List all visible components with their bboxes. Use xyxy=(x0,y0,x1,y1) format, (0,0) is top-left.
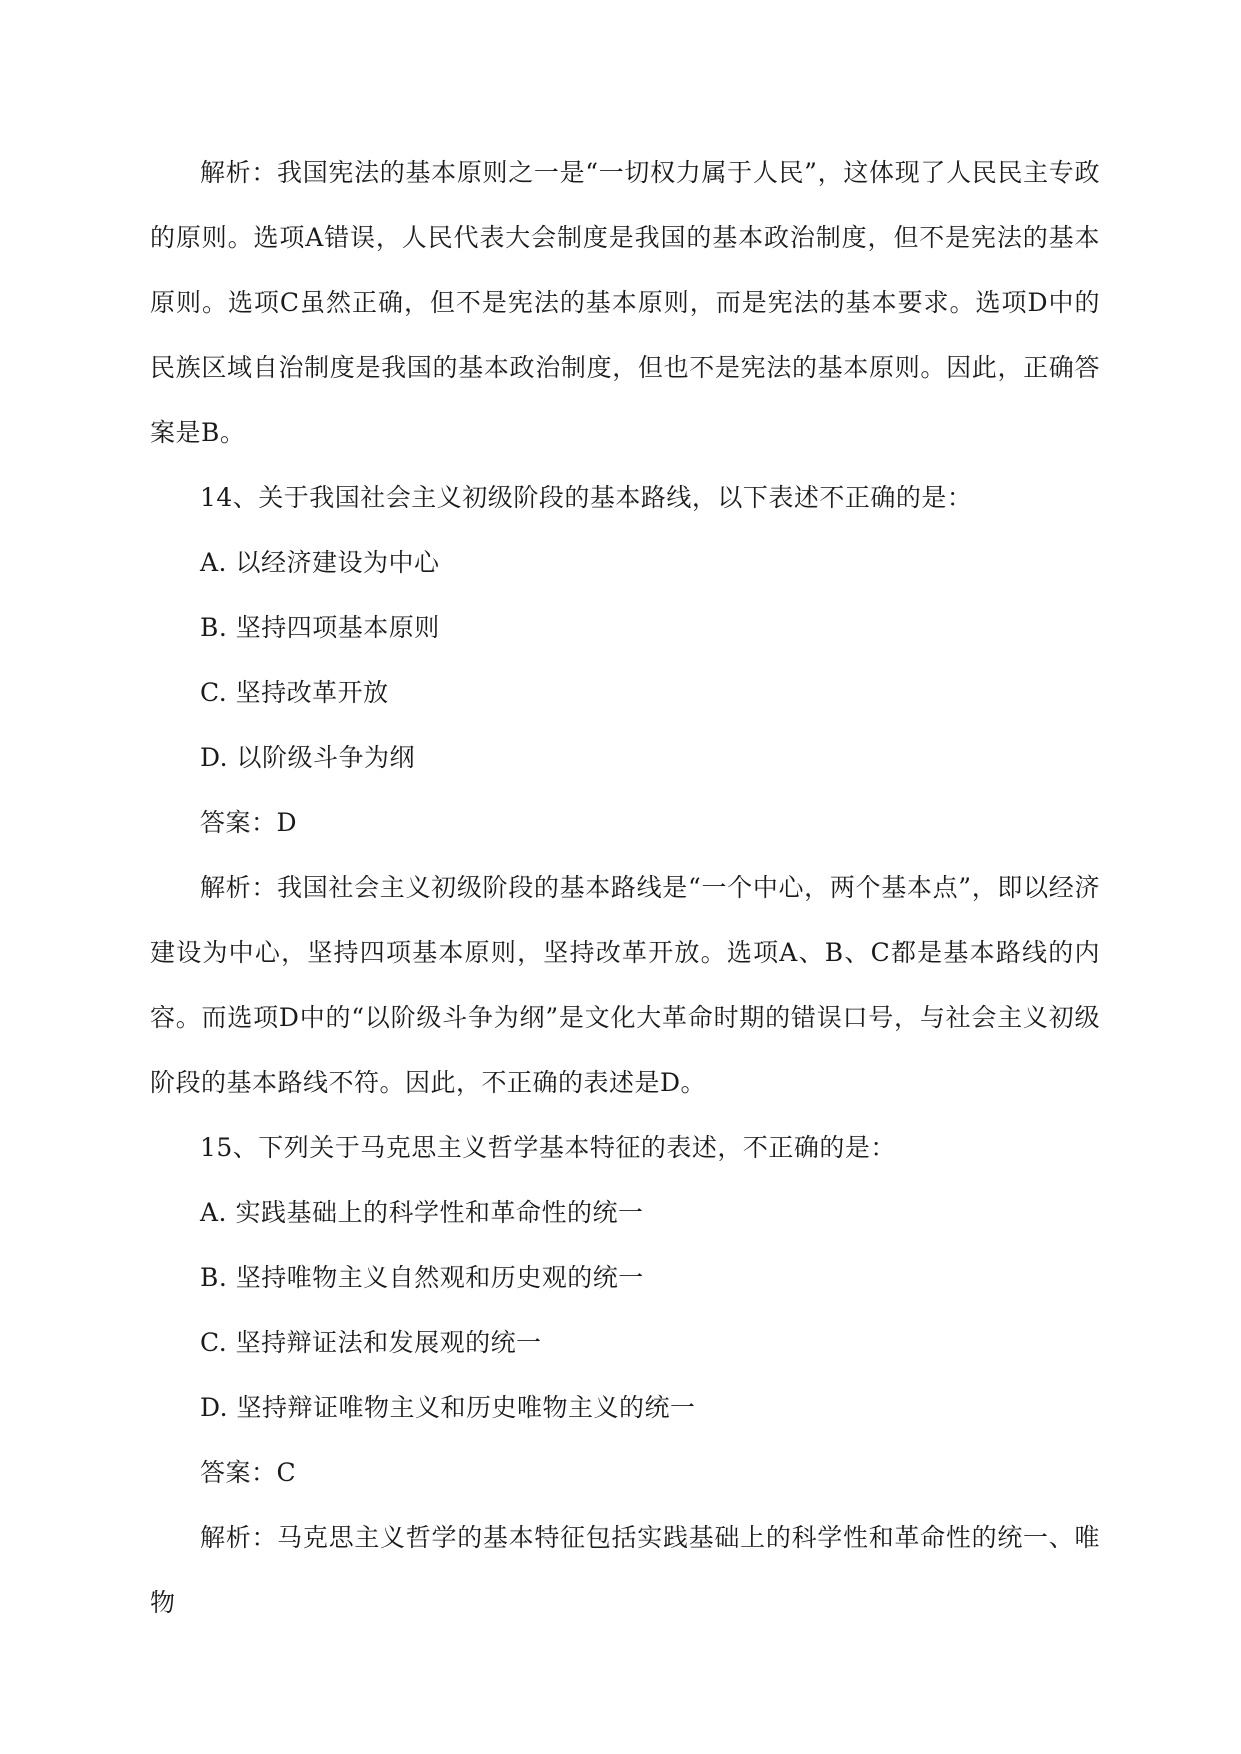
q14-option-d: D. 以阶级斗争为纲 xyxy=(200,743,416,772)
q15-question: 15、下列关于马克思主义哲学基本特征的表述，不正确的是： xyxy=(200,1133,896,1162)
q15-explanation: 解析：马克思主义哲学的基本特征包括实践基础上的科学性和革命性的统一、唯物 xyxy=(150,1523,1100,1617)
q15-option-c: C. 坚持辩证法和发展观的统一 xyxy=(200,1328,542,1357)
q14-explanation: 解析：我国社会主义初级阶段的基本路线是“一个中心，两个基本点”，即以经济建设为中心，坚持四项基本原则，坚持改革开放。选项A、B、C都是基本路线的内容。而选项D中的“以阶级斗争为纲”是文化大革命时期的错误口号，与社会主义初级阶段的基本路线不符。因此，不正确的表述是D。 xyxy=(150,873,1100,1097)
q15-answer: 答案：C xyxy=(200,1458,297,1487)
q14-question: 14、关于我国社会主义初级阶段的基本路线，以下表述不正确的是： xyxy=(200,483,973,512)
q14-answer: 答案：D xyxy=(200,808,298,837)
q15-option-b: B. 坚持唯物主义自然观和历史观的统一 xyxy=(200,1263,644,1292)
q15-option-a: A. 实践基础上的科学性和革命性的统一 xyxy=(200,1198,644,1227)
q14-option-c: C. 坚持改革开放 xyxy=(200,678,389,707)
q15-option-d: D. 坚持辩证唯物主义和历史唯物主义的统一 xyxy=(200,1393,696,1422)
q14-option-b: B. 坚持四项基本原则 xyxy=(200,613,440,642)
q13-explanation: 解析：我国宪法的基本原则之一是“一切权力属于人民”，这体现了人民民主专政的原则。选项A错误，人民代表大会制度是我国的基本政治制度，但不是宪法的基本原则。选项C虽然正确，但不是宪法的基本原则，而是宪法的基本要求。选项D中的民族区域自治制度是我国的基本政治制度，但也不是宪法的基本原则。因此，正确答案是B。 xyxy=(150,158,1100,447)
q14-option-a: A. 以经济建设为中心 xyxy=(200,548,440,577)
document-page xyxy=(150,140,1100,1635)
